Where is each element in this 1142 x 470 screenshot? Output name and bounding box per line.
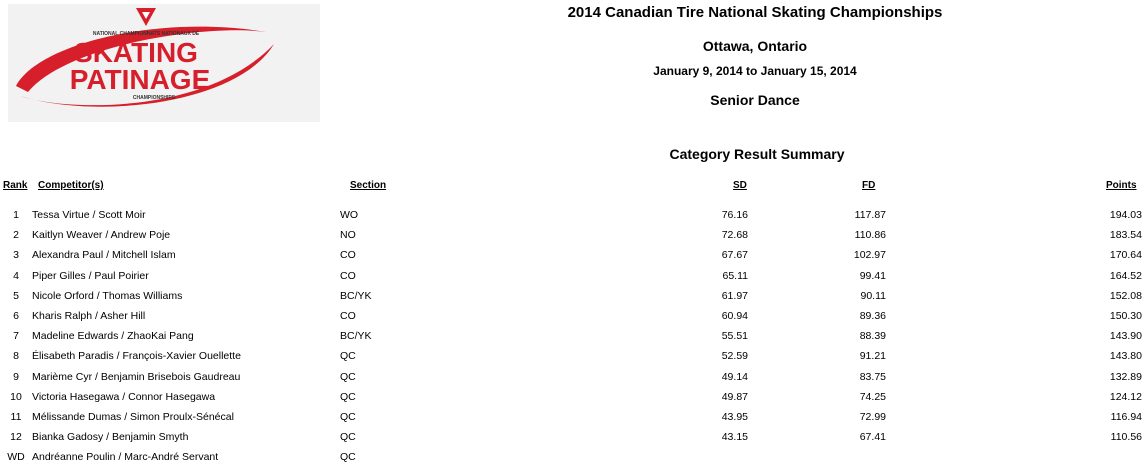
table-row	[0, 286, 1142, 306]
points-cell: 143.90	[1109, 330, 1142, 343]
results-table	[0, 205, 1142, 467]
fd-cell	[748, 447, 886, 467]
points-cell: 110.56	[1110, 431, 1142, 444]
rank-cell: 6	[13, 310, 19, 323]
points-cell: 194.03	[1109, 209, 1142, 222]
competitor-cell: Nicole Orford / Thomas Williams	[32, 289, 183, 302]
rank-cell: 12	[10, 431, 22, 444]
table-row	[0, 306, 1142, 326]
rank-cell: 2	[13, 229, 19, 242]
section-cell: CO	[340, 269, 356, 282]
points-cell: 143.80	[1109, 350, 1142, 363]
rank-cell: 7	[13, 330, 19, 343]
event-dates: January 9, 2014 to January 15, 2014	[653, 64, 857, 78]
result-summary-title: Category Result Summary	[669, 146, 845, 162]
points-cell: 183.54	[1109, 229, 1142, 242]
logo-bottom-line: CHAMPIONSHIPS	[132, 95, 176, 101]
competitor-cell: Piper Gilles / Paul Poirier	[32, 269, 149, 282]
rank-cell: 4	[13, 269, 19, 282]
table-row	[0, 225, 1142, 245]
competitor-cell: Kaitlyn Weaver / Andrew Poje	[32, 229, 171, 242]
column-header-sd: SD	[733, 180, 747, 191]
column-header-points: Points	[1106, 180, 1137, 191]
rank-cell: 5	[13, 289, 19, 302]
table-row	[0, 367, 1142, 387]
section-cell: NO	[340, 229, 356, 242]
rank-cell: 1	[13, 209, 19, 222]
competitor-cell: Alexandra Paul / Mitchell Islam	[32, 249, 176, 262]
points-cell: 116.94	[1110, 410, 1142, 423]
maple-leaf-icon	[136, 8, 156, 26]
table-row	[0, 346, 1142, 366]
sd-cell: 76.16	[721, 209, 748, 222]
rank-cell: 10	[10, 390, 22, 403]
fd-cell: 74.25	[859, 390, 886, 403]
event-city: Ottawa, Ontario	[702, 38, 808, 54]
points-cell: 124.12	[1109, 390, 1142, 403]
sd-cell: 55.51	[721, 330, 748, 343]
event-category: Senior Dance	[710, 92, 800, 108]
sd-cell: 52.59	[721, 350, 748, 363]
table-row	[0, 266, 1142, 286]
fd-cell: 88.39	[859, 330, 886, 343]
section-cell: CO	[340, 310, 356, 323]
section-cell: WO	[340, 209, 359, 222]
section-cell: QC	[340, 350, 356, 363]
logo-line2: PATINAGE	[69, 64, 211, 95]
table-row	[0, 387, 1142, 407]
section-cell: QC	[340, 431, 356, 444]
table-row	[0, 205, 1142, 225]
logo-line1: SKATING	[74, 37, 198, 68]
fd-cell: 72.99	[859, 410, 886, 423]
fd-cell: 110.86	[854, 229, 886, 242]
table-row	[0, 245, 1142, 265]
sd-cell: 49.87	[721, 390, 748, 403]
points-cell: 132.89	[1109, 370, 1142, 383]
competitor-cell: Tessa Virtue / Scott Moir	[32, 209, 146, 222]
section-cell: QC	[340, 390, 356, 403]
fd-cell: 91.21	[859, 350, 886, 363]
column-header-section: Section	[350, 180, 387, 191]
rank-cell: 8	[13, 350, 19, 363]
rank-cell: 11	[10, 410, 22, 423]
sd-cell: 65.11	[722, 269, 748, 282]
fd-cell: 67.41	[859, 431, 886, 444]
points-cell: 170.64	[1109, 249, 1142, 262]
sd-cell: 60.94	[721, 310, 748, 323]
competitor-cell: Bianka Gadosy / Benjamin Smyth	[32, 431, 189, 444]
fd-cell: 83.75	[859, 370, 886, 383]
table-row	[0, 447, 1142, 467]
points-cell: 164.52	[1109, 269, 1142, 282]
sd-cell: 43.15	[721, 431, 748, 444]
fd-cell: 90.11	[860, 289, 886, 302]
fd-cell: 89.36	[859, 310, 886, 323]
points-cell	[886, 447, 1142, 467]
competitor-cell: Victoria Hasegawa / Connor Hasegawa	[32, 390, 216, 403]
table-row	[0, 407, 1142, 427]
section-cell: CO	[340, 249, 356, 262]
sd-cell: 72.68	[721, 229, 748, 242]
fd-cell: 102.97	[853, 249, 886, 262]
competitor-cell: Madeline Edwards / ZhaoKai Pang	[32, 330, 194, 343]
points-cell: 150.30	[1109, 310, 1142, 323]
section-cell: QC	[340, 451, 356, 464]
table-row	[0, 326, 1142, 346]
logo-top-line: NATIONAL CHAMPIONNATS NATIONAUX DE	[92, 31, 200, 37]
column-header-fd: FD	[862, 180, 876, 191]
competitor-cell: Élisabeth Paradis / François-Xavier Ouellette	[32, 350, 241, 363]
sd-cell: 49.14	[721, 370, 748, 383]
competitor-cell: Mélissande Dumas / Simon Proulx-Sénécal	[32, 410, 234, 423]
column-header-rank: Rank	[3, 180, 28, 191]
rank-cell: 9	[13, 370, 19, 383]
sd-cell: 67.67	[721, 249, 748, 262]
rank-cell: WD	[7, 451, 25, 464]
competitor-cell: Andréanne Poulin / Marc-André Servant	[32, 451, 219, 464]
page-title: 2014 Canadian Tire National Skating Championships	[567, 4, 943, 21]
table-row	[0, 427, 1142, 447]
rank-cell: 3	[13, 249, 19, 262]
points-cell: 152.08	[1109, 289, 1142, 302]
sd-cell: 61.97	[721, 289, 748, 302]
sd-cell: 43.95	[721, 410, 748, 423]
section-cell: BC/YK	[340, 289, 372, 302]
sd-cell	[620, 447, 748, 467]
section-cell: QC	[340, 370, 356, 383]
fd-cell: 99.41	[859, 269, 886, 282]
competitor-cell: Marième Cyr / Benjamin Brisebois Gaudreau	[32, 370, 241, 383]
section-cell: BC/YK	[340, 330, 372, 343]
fd-cell: 117.87	[854, 209, 886, 222]
section-cell: QC	[340, 410, 356, 423]
column-header-competitor: Competitor(s)	[38, 180, 104, 191]
competitor-cell: Kharis Ralph / Asher Hill	[32, 310, 146, 323]
